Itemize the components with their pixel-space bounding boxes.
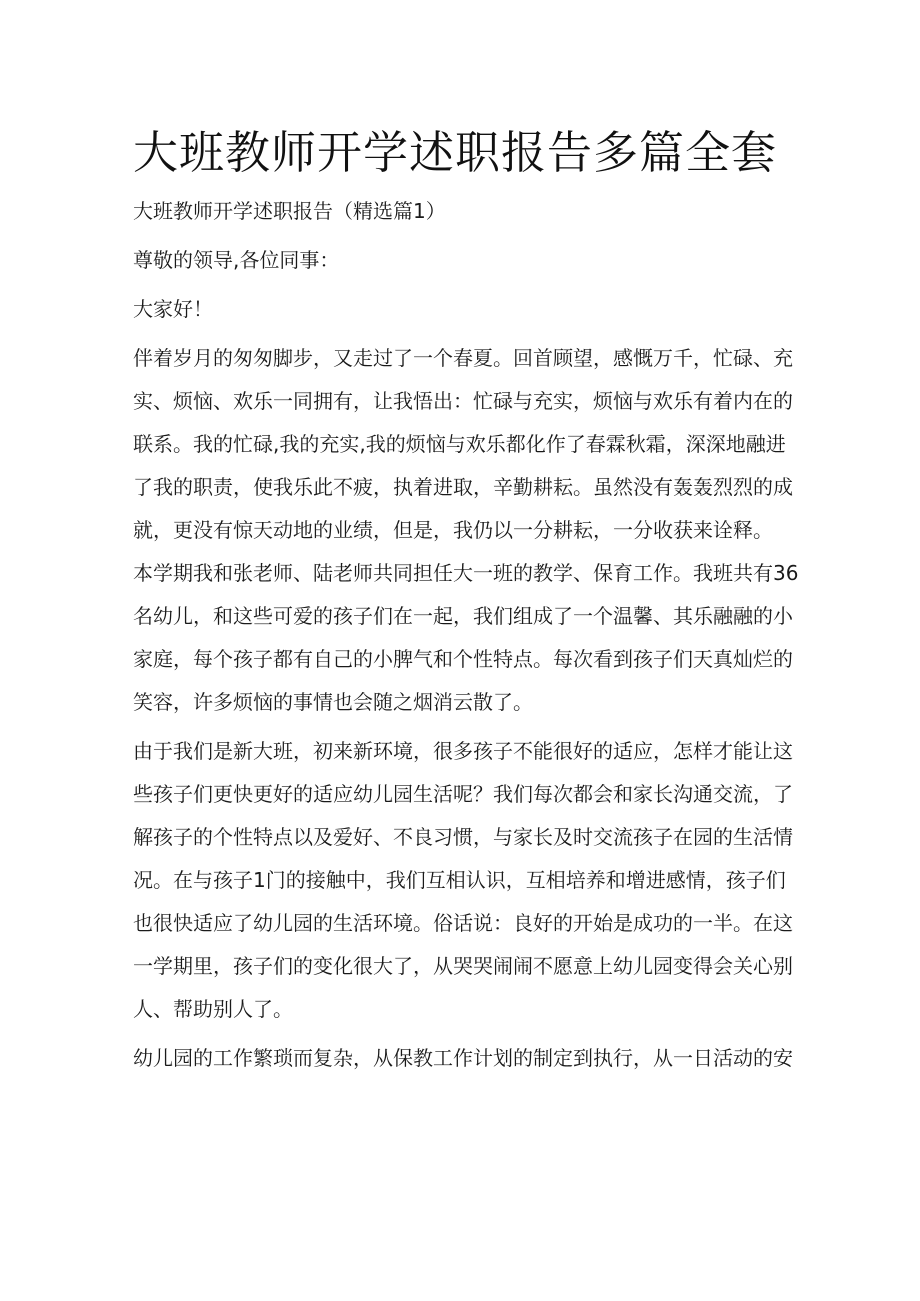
document-body xyxy=(133,190,799,1080)
text-line: 名幼儿，和这些可爱的孩子们在一起，我们组成了一个温馨、其乐融融的小 xyxy=(133,604,793,628)
text-line: 些孩子们更快更好的适应幼儿园生活呢？我们每次都会和家长沟通交流，了 xyxy=(133,782,793,806)
paragraph-1 xyxy=(133,337,796,552)
document-title: 大班教师开学述职报告多篇全套 xyxy=(133,126,778,179)
text-line: 家庭，每个孩子都有自己的小脾气和个性特点。每次看到孩子们天真灿烂的 xyxy=(133,647,793,671)
text-line: 了我的职责，使我乐此不疲，执着进取，辛勤耕耘。虽然没有轰轰烈烈的成 xyxy=(133,475,793,499)
text-line: 联系。我的忙碌,我的充实,我的烦恼与欢乐都化作了春霖秋霜，深深地融进 xyxy=(133,432,786,456)
text-line: 也很快适应了幼儿园的生活环境。俗话说：良好的开始是成功的一半。在这 xyxy=(133,911,793,935)
salutation: 尊敬的领导,各位同事： xyxy=(133,248,340,272)
text-line: 解孩子的个性特点以及爱好、不良习惯，与家长及时交流孩子在园的生活情 xyxy=(133,825,793,849)
text-line: 人、帮助别人了。 xyxy=(133,997,293,1021)
text-line: 笑容，许多烦恼的事情也会随之烟消云散了。 xyxy=(133,690,533,714)
text-line: 实、烦恼、欢乐一同拥有，让我悟出：忙碌与充实，烦恼与欢乐有着内在的 xyxy=(133,389,793,413)
paragraph-4 xyxy=(133,1037,796,1080)
paragraph-2 xyxy=(133,552,799,724)
text-line: 就，更没有惊天动地的业绩，但是，我仍以一分耕耘，一分收获来诠释。 xyxy=(133,518,773,542)
text-line: 伴着岁月的匆匆脚步，又走过了一个春夏。回首顾望，感慨万千，忙碌、充 xyxy=(133,346,793,370)
text-line: 况。在与孩子1门的接触中，我们互相认识，互相培养和增进感情，孩子们 xyxy=(133,868,786,892)
paragraph-3 xyxy=(133,730,796,1031)
text-line: 幼儿园的工作繁琐而复杂，从保教工作计划的制定到执行，从一日活动的安 xyxy=(133,1046,793,1070)
greeting: 大家好！ xyxy=(133,297,213,321)
text-line: 由于我们是新大班，初来新环境，很多孩子不能很好的适应，怎样才能让这 xyxy=(133,739,793,763)
text-line: 本学期我和张老师、陆老师共同担任大一班的教学、保育工作。我班共有36 xyxy=(133,561,799,585)
section-heading: 大班教师开学述职报告（精选篇1） xyxy=(133,199,446,223)
text-line: 一学期里，孩子们的变化很大了，从哭哭闹闹不愿意上幼儿园变得会关心别 xyxy=(133,954,793,978)
